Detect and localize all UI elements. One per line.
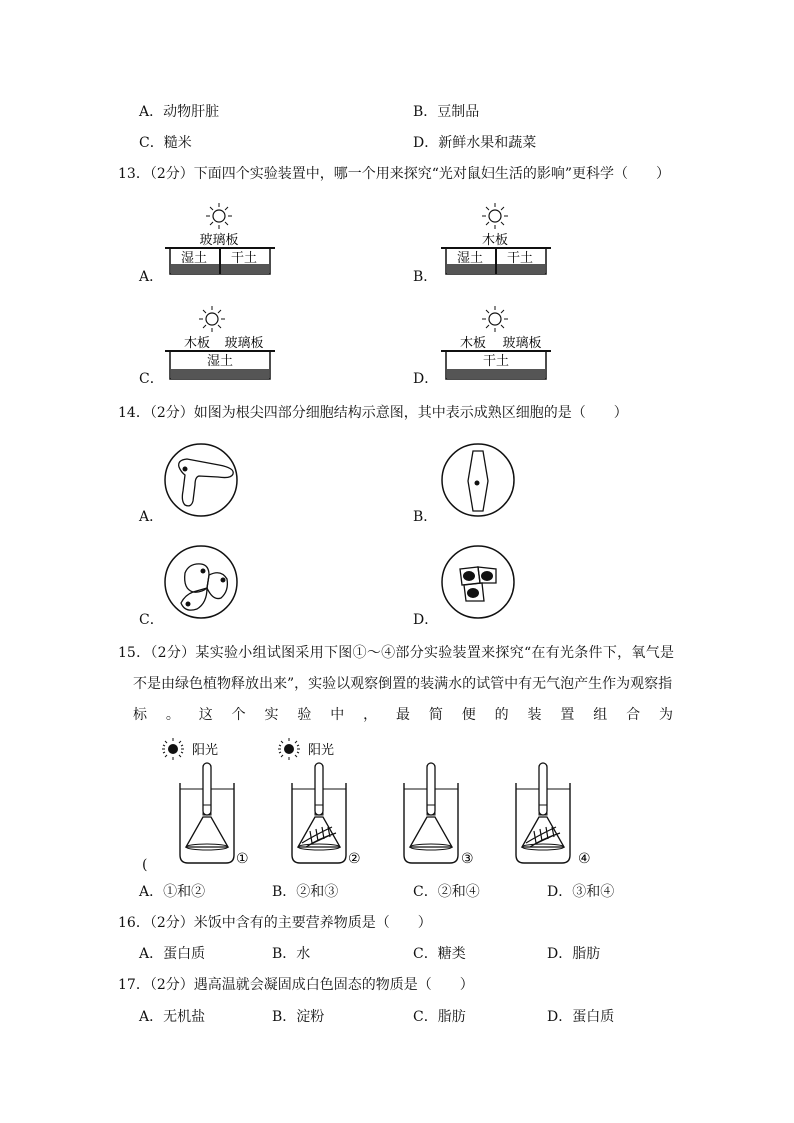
sunlight-label: 阳光 [308, 743, 335, 758]
q15-option-d: D．③和④ [547, 884, 615, 900]
q12-option-b: B．豆制品 [413, 104, 480, 120]
q13-option-d-label: D． [413, 371, 439, 387]
q16-option-a: A．蛋白质 [139, 946, 206, 962]
q15-apparatus-figure [150, 735, 710, 875]
q15-option-c: C．②和④ [413, 884, 480, 900]
q13-figure-c [164, 303, 276, 383]
wet-soil-label: 湿土 [180, 251, 208, 266]
q12-option-d: D．新鲜水果和蔬菜 [413, 135, 537, 151]
q14-figure-b-elongated-cell [440, 441, 516, 521]
q13-option-c-label: C． [139, 371, 164, 387]
q17-stem: 17．（2分）遇高温就会凝固成白色固态的物质是（ ） [118, 977, 474, 993]
glass-plate-label: 玻璃板 [199, 233, 239, 248]
q16-option-d: D．脂肪 [547, 946, 601, 962]
beaker-2 [292, 763, 346, 863]
q13-option-a-label: A． [139, 269, 164, 285]
q15-answer-paren: ( [142, 857, 148, 873]
glass-plate-label: 玻璃板 [502, 336, 542, 351]
glass-plate-label: 玻璃板 [224, 336, 264, 351]
q15-option-a: A．①和② [139, 884, 206, 900]
q16-option-b: B．水 [272, 946, 311, 962]
q14-option-c-label: C． [139, 612, 164, 628]
q13-option-b-label: B． [413, 269, 438, 285]
q17-option-a: A．无机盐 [139, 1009, 206, 1025]
q14-figure-c-round-cells [163, 543, 239, 623]
q14-figure-d-dense-cells [440, 543, 516, 623]
beaker-4 [516, 763, 570, 863]
dry-soil-label: 干土 [230, 251, 258, 266]
sun-icon [482, 203, 508, 229]
dry-soil-label: 干土 [482, 354, 510, 369]
sun-icon [278, 738, 300, 760]
q17-option-b: B．淀粉 [272, 1009, 325, 1025]
apparatus-number-2: ② [348, 851, 361, 867]
q13-figure-d [440, 303, 552, 383]
sun-icon [206, 203, 232, 229]
q12-option-c: C．糙米 [139, 135, 192, 151]
q15-option-b: B．②和③ [272, 884, 339, 900]
q15-line-1: 15．（2分）某实验小组试图采用下图①～④部分实验装置来探究“在有光条件下，氧气是 [118, 645, 674, 661]
q13-stem: 13．（2分）下面四个实验装置中，哪一个用来探究“光对鼠妇生活的影响”更科学（ ） [118, 166, 671, 182]
wet-soil-label: 湿土 [456, 251, 484, 266]
beaker-3 [404, 763, 458, 863]
q15-line-3: 标。这个实验中，最简便的装置组合为 [133, 707, 673, 723]
beaker-1 [180, 763, 234, 863]
wood-plate-label: 木板 [183, 336, 211, 351]
apparatus-number-3: ③ [461, 851, 474, 867]
q15-line-2: 不是由绿色植物释放出来”，实验以观察倒置的装满水的试管中有无气泡产生作为观察指 [133, 676, 673, 692]
q12-option-a: A．动物肝脏 [139, 104, 220, 120]
wood-plate-label: 木板 [481, 233, 509, 248]
q14-stem: 14．（2分）如图为根尖四部分细胞结构示意图，其中表示成熟区细胞的是（ ） [118, 405, 628, 421]
dry-soil-label: 干土 [506, 251, 534, 266]
apparatus-number-4: ④ [578, 851, 591, 867]
q13-figure-a [164, 200, 276, 280]
q14-option-b-label: B． [413, 509, 438, 525]
sun-icon [199, 306, 225, 332]
q14-option-d-label: D． [413, 612, 439, 628]
sun-icon [482, 306, 508, 332]
sunlight-label: 阳光 [192, 743, 219, 758]
q13-figure-b [440, 200, 552, 280]
wet-soil-label: 湿土 [206, 354, 234, 369]
q17-option-d: D．蛋白质 [547, 1009, 615, 1025]
q14-option-a-label: A． [139, 509, 164, 525]
sun-icon [162, 738, 184, 760]
q16-stem: 16．（2分）米饭中含有的主要营养物质是（ ） [118, 915, 432, 931]
q17-option-c: C．脂肪 [413, 1009, 466, 1025]
wood-plate-label: 木板 [459, 336, 487, 351]
q14-figure-a-root-hair-cell [163, 441, 239, 521]
q16-option-c: C．糖类 [413, 946, 466, 962]
apparatus-number-1: ① [236, 851, 249, 867]
